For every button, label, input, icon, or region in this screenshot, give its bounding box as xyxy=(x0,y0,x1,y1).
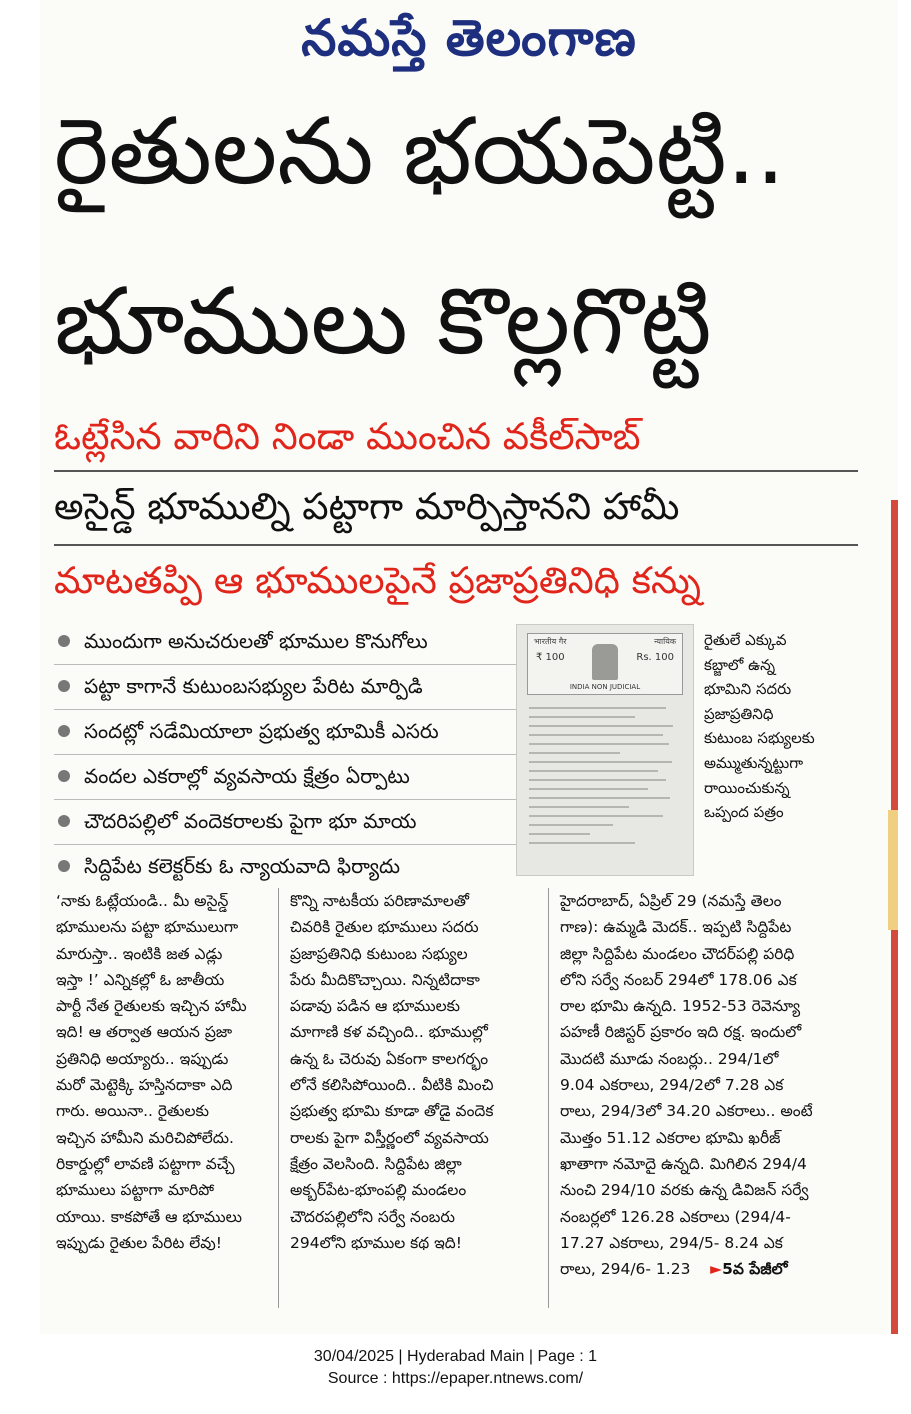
bullet-icon xyxy=(58,770,70,782)
agreement-document-photo xyxy=(516,624,694,876)
bullet-icon xyxy=(58,860,70,872)
document-text xyxy=(529,707,681,851)
subhead-2: అసైన్డ్ భూముల్ని పట్టాగా మార్పిస్తానని హామీ xyxy=(54,485,680,528)
bullet-icon xyxy=(58,725,70,737)
column-divider xyxy=(278,888,279,1308)
photo-caption: రైతులే ఎక్కువ కబ్జాలో ఉన్న భూమిని సదరు ప్రజాప్రతినిధి కుటుంబ సభ్యులకు అమ్ముతున్నట్టుగా రాయించుకున్న ఒప్పంద పత్రం xyxy=(704,631,815,822)
adjacent-ad-strip xyxy=(888,810,898,930)
list-item: సందట్లో సడేమియాలా ప్రభుత్వ భూమికీ ఎసరు xyxy=(54,710,524,755)
bullet-icon xyxy=(58,815,70,827)
highlights-list xyxy=(54,620,524,889)
headline-line-2: భూములు కొల్లగొట్టి xyxy=(54,268,712,375)
divider xyxy=(54,470,858,472)
list-item: ముందుగా అనుచరులతో భూముల కొనుగోలు xyxy=(54,620,524,665)
article-column-2: కొన్ని నాటకీయ పరిణామాలతో చివరికి రైతుల భూములు సదరు ప్రజాప్రతినిధి కుటుంబ సభ్యుల పేరు మీదికొచ్చాయి. నిన్నటిదాకా పడావు పడిన ఆ భూములకు మాగాణి కళ వచ్చింది.. భూముల్లో ఉన్న ఓ చెరువు ఏకంగా కాలగర్భం లోనే కలిసిపోయింది.. వీటికి మించి ప్రభుత్వ భూమి కూడా తోడై వందెక రాలకు పైగా విస్తీర్ణంలో వ్యవసాయ క్షేత్రం వెలసింది. సిద్దిపేట జిల్లా అక్బర్‌పేట-భూంపల్లి మండలం చౌదరపల్లిలోని సర్వే నంబరు 294లోని భూముల కథ ఇది! xyxy=(290,892,494,1252)
bullet-icon xyxy=(58,635,70,647)
bullet-icon xyxy=(58,680,70,692)
news-clipping xyxy=(40,0,898,1334)
list-item: సిద్దిపేట కలెక్టర్‌కు ఓ న్యాయవాది ఫిర్యాదు xyxy=(54,845,524,889)
column-divider xyxy=(548,888,549,1308)
article-column-3: హైదరాబాద్, ఏప్రిల్ 29 (నమస్తే తెలం గాణ): ఉమ్మడి మెదక్.. ఇప్పటి సిద్దిపేట జిల్లా సిద్దిపేట మండలం చౌదర్‌పల్లి పరిధి లోని సర్వే నంబర్ 294లో 178.06 ఎక రాల భూమి ఉన్నది. 1952-53 రెవెన్యూ పహణీ రిజిస్టర్ ప్రకారం ఇది రక్ష. ఇందులో మొదటి మూడు నంబర్లు.. 294/1లో 9.04 ఎకరాలు, 294/2లో 7.28 ఎక రాలు, 294/3లో 34.20 ఎకరాలు.. అంటే మొత్తం 51.12 ఎకరాల భూమి ఖరీజ్ ఖాతాగా నమోదై ఉన్నది. మిగిలిన 294/4 నుంచి 294/10 వరకు ఉన్న డివిజన్ సర్వే నంబర్లలో 126.28 ఎకరాలు (294/4- 17.27 ఎకరాలు, 294/5- 8.24 ఎక రాలు, 294/6- 1.23 ►5వ పేజీలో xyxy=(560,892,813,1279)
arrow-right-icon: ► xyxy=(710,1260,723,1279)
headline-line-1: రైతులను భయపెట్టి.. xyxy=(54,98,786,205)
list-item: చౌదరిపల్లిలో వందెకరాలకు పైగా భూ మాయ xyxy=(54,800,524,845)
masthead: నమస్తే తెలంగాణ xyxy=(301,9,637,67)
list-item: పట్టా కాగానే కుటుంబసభ్యుల పేరిట మార్పిడి xyxy=(54,665,524,710)
continued-on-page: ►5వ పేజీలో xyxy=(710,1260,788,1279)
source-link: Source : https://epaper.ntnews.com/ xyxy=(327,1370,584,1387)
emblem-icon xyxy=(592,644,618,680)
edition-info: 30/04/2025 | Hyderabad Main | Page : 1 xyxy=(313,1348,598,1365)
stamp-paper: भारतीय गैर न्यायिक ₹ 100 Rs. 100 INDIA NON JUDICIAL xyxy=(527,633,683,695)
article-column-1: ‘నాకు ఓట్లేయండి.. మీ అసైన్డ్ భూములను పట్టా భూములుగా మారుస్తా.. ఇంటికి జత ఎడ్లు ఇస్తా !’ ఎన్నికల్లో ఓ జాతీయ పార్టీ నేత రైతులకు ఇచ్చిన హామీ ఇది! ఆ తర్వాత ఆయన ప్రజా ప్రతినిధి అయ్యారు.. ఇప్పుడు మరో మెట్టెక్కి హస్తినదాకా ఎది గారు. అయినా.. రైతులకు ఇచ్చిన హామీని మరిచిపోలేదు. రికార్డుల్లో లావణి పట్టాగా వచ్చే భూములు పట్టాగా మారిపో యాయి. కాకపోతే ఆ భూములు ఇప్పుడు రైతుల పేరిట లేవు! xyxy=(56,892,247,1252)
divider xyxy=(54,544,858,546)
subhead-1: ఓట్లేసిన వారిని నిండా ముంచిన వకీల్‌సాబ్ xyxy=(54,415,641,458)
page-footer xyxy=(0,1346,911,1390)
list-item: వందల ఎకరాల్లో వ్యవసాయ క్షేత్రం ఏర్పాటు xyxy=(54,755,524,800)
subhead-3: మాటతప్పి ఆ భూములపైనే ప్రజాప్రతినిధి కన్ను xyxy=(54,559,701,602)
